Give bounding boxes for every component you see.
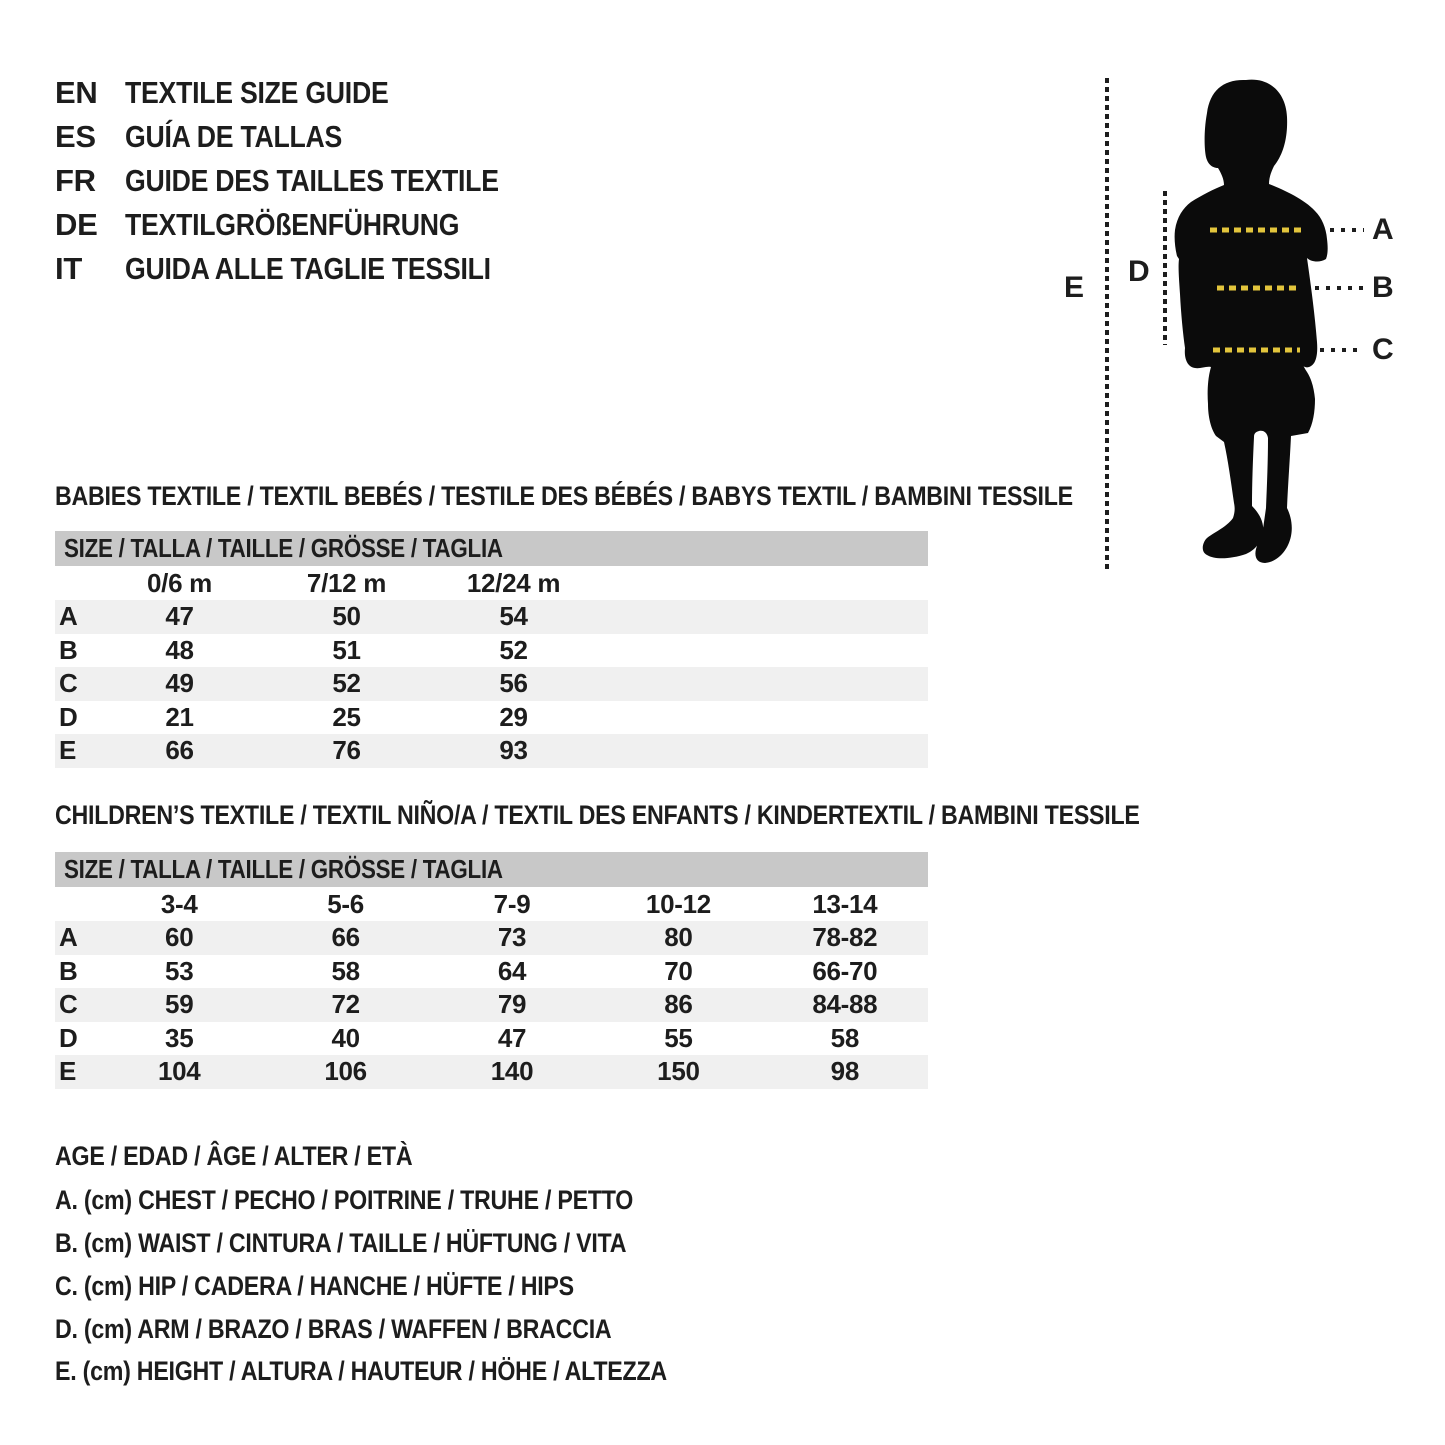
cell-value: 73 [497, 922, 527, 952]
legend-text: A. (cm) CHEST / PECHO / POITRINE / TRUHE / PETTO [55, 1185, 634, 1215]
cell-value: 150 [657, 1056, 700, 1087]
column-header: 5-6 [327, 889, 364, 919]
table-row [55, 600, 928, 634]
table-row [55, 955, 928, 989]
legend-line-hip [55, 1271, 658, 1301]
row-label: B [59, 955, 78, 986]
table-row [55, 634, 928, 668]
column-header: 3-4 [160, 889, 198, 919]
legend-line-age [55, 1141, 471, 1171]
row-label: D [59, 1022, 78, 1053]
cell-value: 53 [165, 955, 194, 986]
cell-value: 55 [664, 1022, 693, 1053]
legend-text: E. (cm) HEIGHT / ALTURA / HAUTEUR / HÖHE / ALTEZZA [55, 1356, 667, 1386]
cell-value: 29 [499, 701, 528, 732]
marker-label-e: E [1064, 271, 1084, 304]
cell-value: 51 [332, 634, 361, 665]
language-title: TEXTILGRÖßENFÜHRUNG [125, 207, 460, 242]
cell-value: 35 [165, 1022, 194, 1053]
legend-text: D. (cm) ARM / BRAZO / BRAS / WAFFEN / BRACCIA [55, 1314, 612, 1344]
cell-value: 47 [497, 1022, 527, 1053]
corner-cell [55, 566, 96, 600]
column-header: 12/24 m [466, 568, 561, 598]
cell-value: 25 [332, 701, 361, 732]
children-table-header-text: SIZE / TALLA / TAILLE / GRÖSSE / TAGLIA [64, 854, 503, 884]
babies-column-header-row [55, 566, 928, 600]
marker-label-a: A [1372, 213, 1394, 246]
table-row [55, 667, 928, 701]
cell-value: 48 [165, 634, 194, 665]
language-title: TEXTILE SIZE GUIDE [125, 75, 389, 110]
language-title: GUIDE DES TAILLES TEXTILE [125, 163, 499, 198]
table-row [55, 1055, 928, 1089]
cell-value: 84-88 [812, 989, 878, 1020]
cell-value: 58 [331, 955, 360, 986]
row-label: E [59, 1056, 77, 1087]
table-row [55, 701, 928, 735]
table-row [55, 734, 928, 768]
children-column-header-row [55, 887, 928, 921]
language-title: GUIDA ALLE TAGLIE TESSILI [125, 251, 491, 286]
babies-size-table [55, 531, 928, 768]
language-code: DE [55, 207, 98, 242]
table-row [55, 921, 928, 955]
legend-line-chest [55, 1185, 727, 1215]
table-row [55, 1022, 928, 1056]
marker-label-c: C [1372, 333, 1394, 366]
marker-label-d: D [1128, 255, 1150, 288]
row-label: C [59, 668, 78, 699]
children-size-table [55, 852, 928, 1089]
legend-text: AGE / EDAD / ÂGE / ALTER / ETÀ [55, 1141, 413, 1171]
cell-value: 140 [490, 1056, 534, 1087]
row-label: A [59, 601, 78, 631]
cell-value: 56 [499, 668, 528, 699]
column-header: 13-14 [812, 889, 878, 919]
language-code: EN [55, 75, 98, 110]
row-label: D [59, 701, 78, 732]
children-section-title-text: CHILDREN’S TEXTILE / TEXTIL NIÑO/A / TEXTIL DES ENFANTS / KINDERTEXTIL / BAMBINI TESSILE [55, 800, 1140, 830]
language-title: GUÍA DE TALLAS [125, 119, 343, 154]
cell-value: 78-82 [812, 922, 878, 952]
marker-label-b: B [1372, 271, 1394, 304]
children-section-title [55, 801, 1316, 829]
cell-value: 54 [499, 601, 528, 631]
table-row [55, 988, 928, 1022]
cell-value: 79 [497, 989, 527, 1020]
cell-value: 60 [165, 922, 194, 952]
column-header: 10-12 [645, 889, 711, 919]
babies-table-header-bar [55, 531, 928, 566]
cell-value: 70 [664, 955, 693, 986]
cell-value: 80 [664, 922, 693, 952]
legend-line-waist [55, 1228, 719, 1258]
cell-value: 21 [165, 701, 194, 732]
cell-value: 58 [830, 1022, 859, 1053]
cell-value: 52 [332, 668, 361, 699]
cell-value: 106 [324, 1056, 367, 1087]
legend-text: C. (cm) HIP / CADERA / HANCHE / HÜFTE / HIPS [55, 1271, 574, 1301]
legend-line-height [55, 1356, 766, 1386]
cell-value: 49 [165, 668, 194, 699]
column-header: 7-9 [493, 889, 531, 919]
row-label: C [59, 989, 78, 1020]
cell-value: 86 [664, 989, 693, 1020]
cell-value: 50 [332, 601, 361, 631]
cell-value: 66 [331, 922, 360, 952]
row-label: E [59, 735, 77, 766]
cell-value: 98 [830, 1056, 859, 1087]
column-header: 7/12 m [306, 568, 387, 598]
cell-value: 66-70 [812, 955, 878, 986]
children-table-header-bar [55, 852, 928, 887]
language-code: ES [55, 119, 96, 154]
cell-value: 104 [157, 1056, 201, 1087]
cell-value: 52 [499, 634, 528, 665]
legend-line-arm [55, 1314, 702, 1344]
legend-text: B. (cm) WAIST / CINTURA / TAILLE / HÜFTUNG / VITA [55, 1228, 627, 1258]
cell-value: 59 [165, 989, 194, 1020]
cell-value: 47 [165, 601, 194, 631]
row-label: A [59, 922, 78, 952]
cell-value: 76 [332, 735, 361, 766]
row-label: B [59, 634, 78, 665]
column-header: 0/6 m [147, 568, 212, 598]
cell-value: 66 [165, 735, 194, 766]
cell-value: 72 [331, 989, 360, 1020]
babies-section-title [55, 482, 1239, 510]
language-code: IT [55, 251, 82, 286]
language-code: FR [55, 163, 96, 198]
babies-table-header-text: SIZE / TALLA / TAILLE / GRÖSSE / TAGLIA [64, 533, 503, 563]
cell-value: 64 [497, 955, 527, 986]
cell-value: 40 [331, 1022, 360, 1053]
cell-value: 93 [499, 735, 528, 766]
babies-section-title-text: BABIES TEXTILE / TEXTIL BEBÉS / TESTILE DES BÉBÉS / BABYS TEXTIL / BAMBINI TESSILE [55, 481, 1073, 511]
corner-cell [55, 887, 96, 921]
